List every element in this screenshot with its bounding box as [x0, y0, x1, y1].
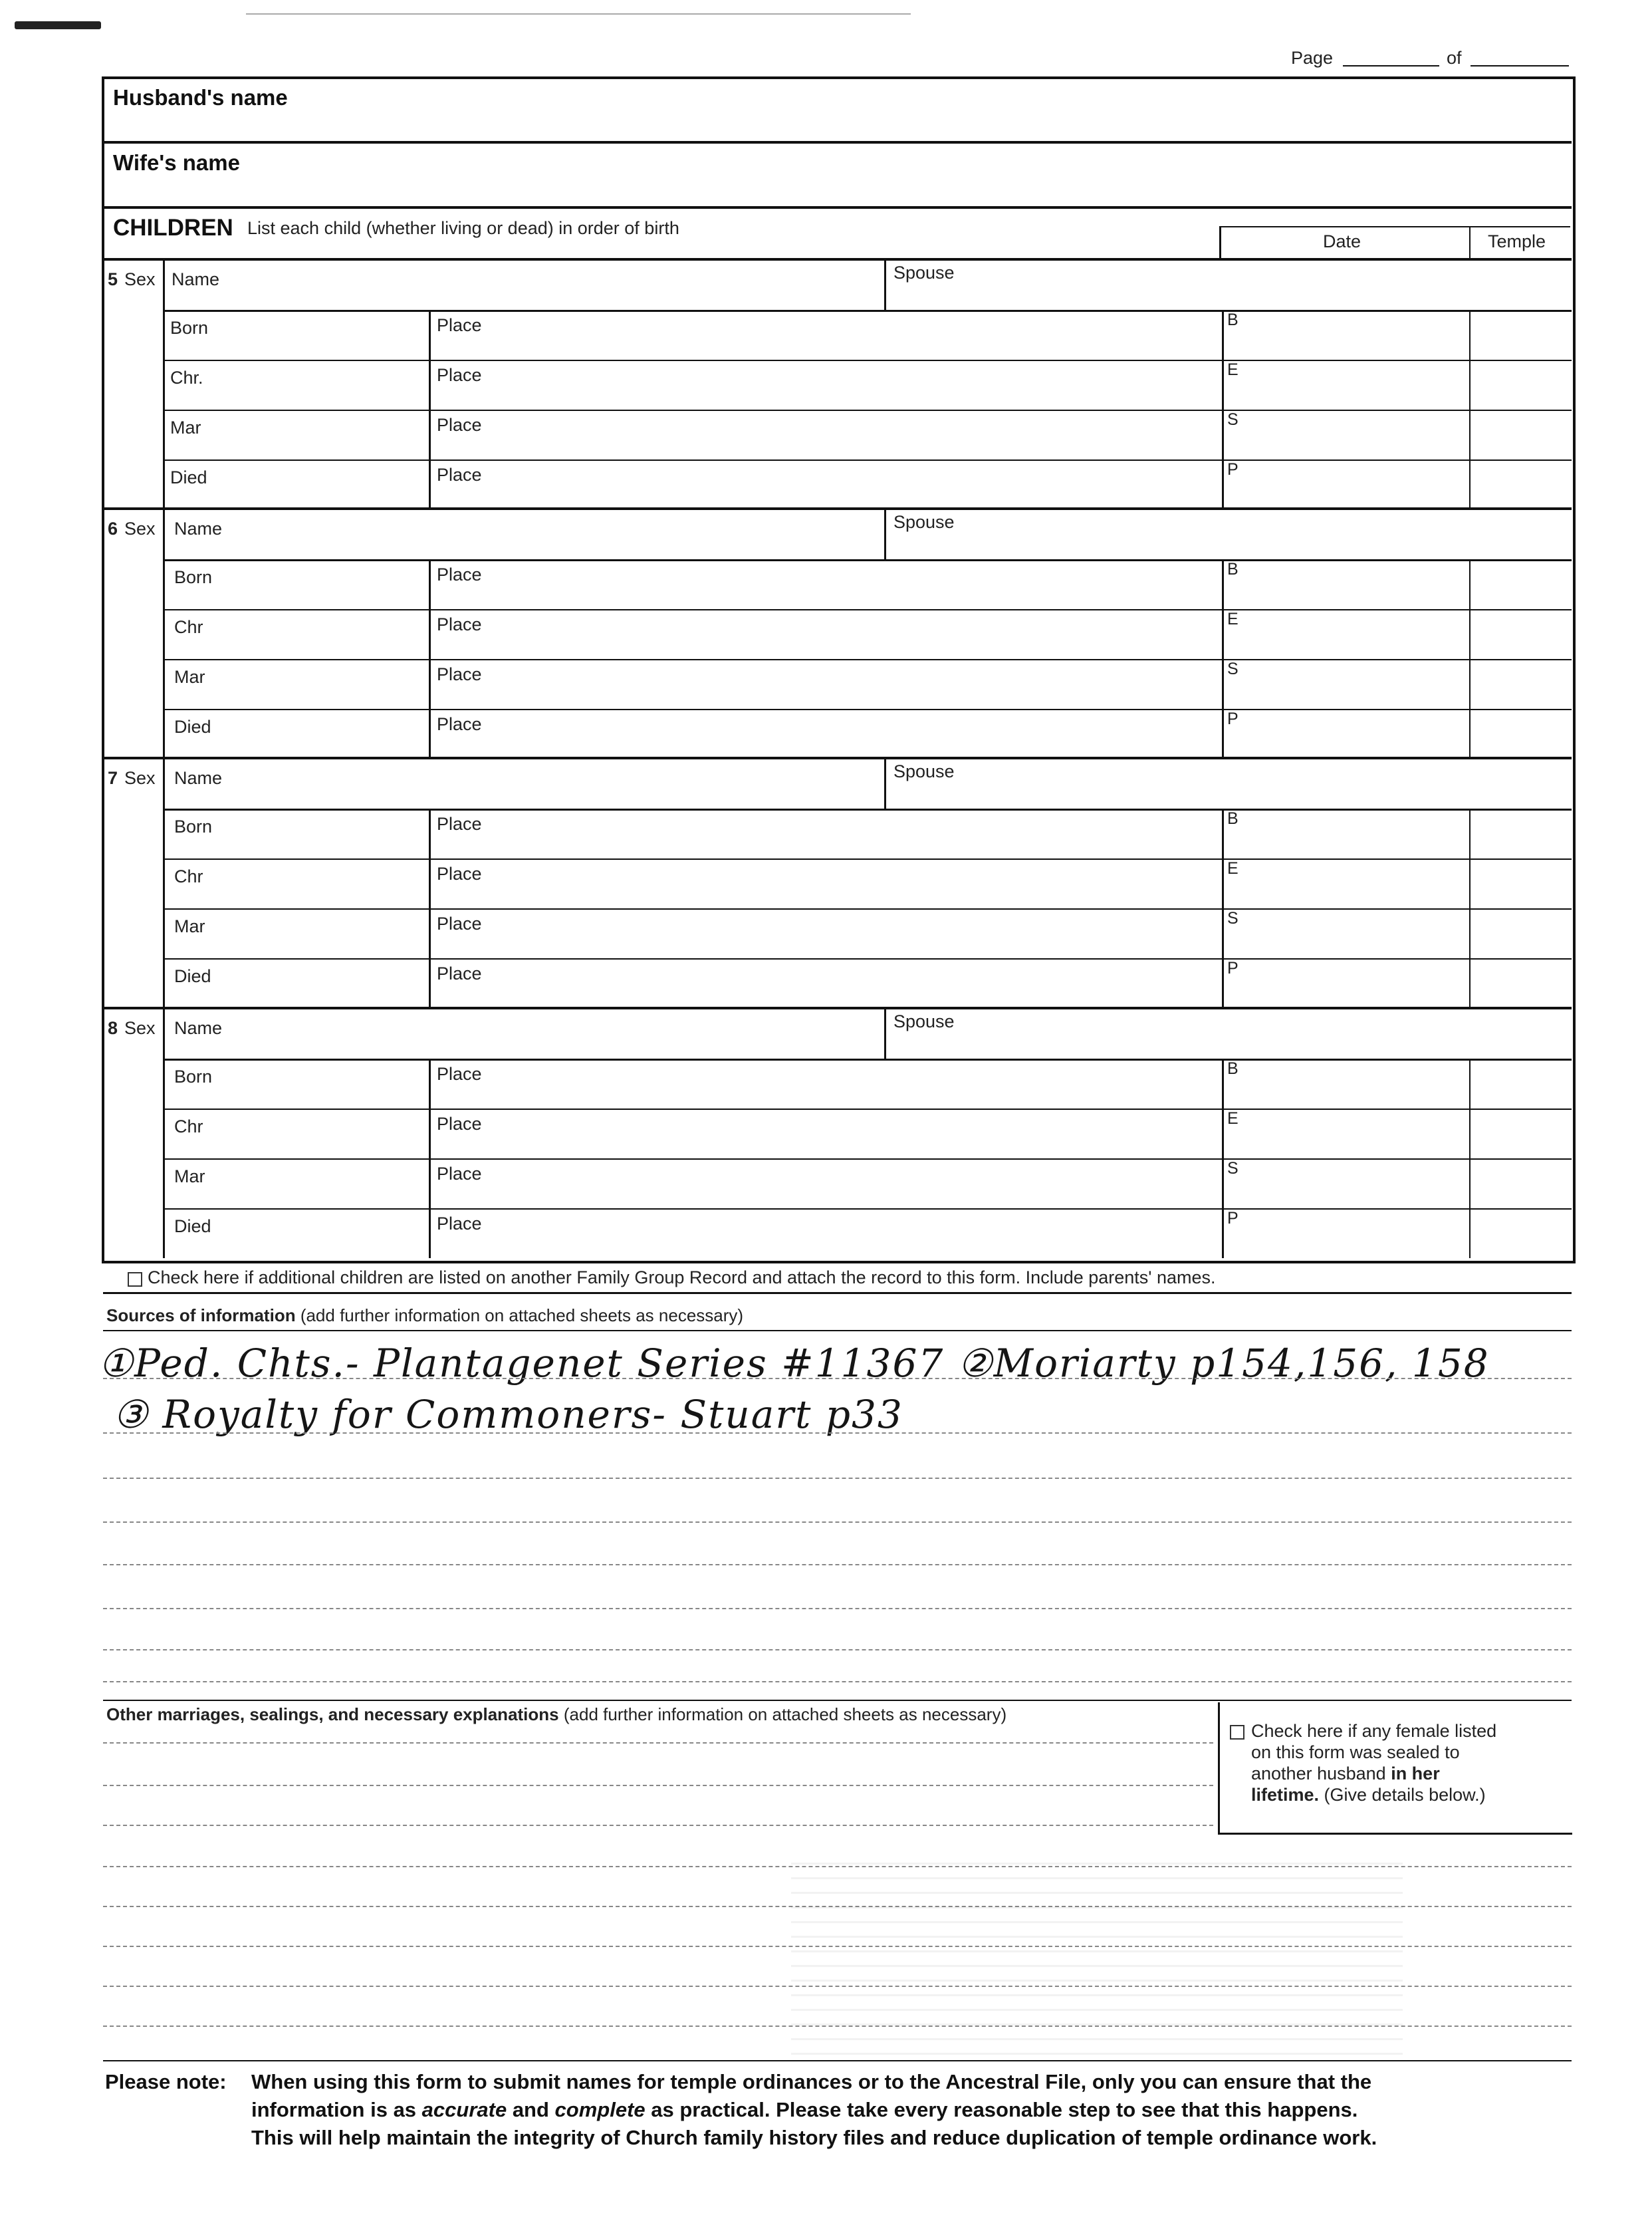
- date-column-header-left: [1219, 226, 1221, 258]
- sealed-check-line: on this form was sealed to: [1251, 1742, 1460, 1762]
- date-temple-divider: [1469, 310, 1471, 507]
- event-place-divider: [429, 809, 431, 1007]
- event-row-bottom: [163, 709, 1572, 710]
- event-label[interactable]: Mar: [174, 667, 205, 687]
- name-spouse-divider: [884, 1007, 886, 1059]
- ordinance-code[interactable]: S: [1227, 909, 1239, 928]
- please-note-text: as practical. Please take every reasonable step to see that this happens.: [645, 2098, 1358, 2121]
- event-row-bottom: [163, 659, 1572, 660]
- ordinance-code[interactable]: S: [1227, 410, 1239, 429]
- place-label[interactable]: Place: [437, 1064, 482, 1084]
- name-row-bottom: [163, 559, 1572, 561]
- event-row-bottom: [163, 360, 1572, 361]
- ordinance-code[interactable]: B: [1227, 560, 1239, 579]
- child-number-column-divider: [163, 1007, 165, 1258]
- place-label[interactable]: Place: [437, 415, 482, 435]
- sealed-check-line: Check here if any female listed: [1251, 1721, 1497, 1741]
- place-label[interactable]: Place: [437, 964, 482, 983]
- child-sex-label[interactable]: Sex: [124, 519, 156, 539]
- temple-column-header: Temple: [1488, 231, 1546, 251]
- child-sex-label[interactable]: Sex: [124, 768, 156, 788]
- child-number: 8: [108, 1018, 118, 1038]
- name-spouse-divider: [884, 258, 886, 310]
- sources-label-rule: [103, 1330, 1572, 1331]
- place-label[interactable]: Place: [437, 664, 482, 684]
- sealed-check-line-part: in her: [1391, 1764, 1440, 1783]
- child-number-column-divider: [163, 258, 165, 507]
- marriage-writing-line[interactable]: [103, 1742, 1213, 1744]
- ordinance-code[interactable]: P: [1227, 460, 1239, 479]
- event-label[interactable]: Mar: [174, 1166, 205, 1186]
- place-label[interactable]: Place: [437, 565, 482, 585]
- event-label[interactable]: Died: [170, 467, 207, 487]
- event-label[interactable]: Born: [174, 817, 213, 837]
- ordinance-code[interactable]: B: [1227, 1059, 1239, 1078]
- please-note-text: and: [507, 2098, 555, 2121]
- place-label[interactable]: Place: [437, 714, 482, 734]
- sources-writing-line[interactable]: [103, 1608, 1572, 1609]
- ordinance-code[interactable]: P: [1227, 959, 1239, 978]
- temple-header-divider: [1469, 226, 1471, 258]
- child-spouse-label[interactable]: Spouse: [893, 1011, 955, 1031]
- marriage-writing-line[interactable]: [103, 1785, 1213, 1786]
- other-marriages-top-rule: [103, 1700, 1572, 1701]
- sources-writing-line[interactable]: [103, 1432, 1572, 1434]
- child-block-bottom: [103, 757, 1572, 759]
- child-number: 7: [108, 768, 118, 788]
- scan-line: [246, 13, 911, 15]
- sources-label: [106, 1305, 743, 1326]
- children-form-box: [102, 76, 1576, 1263]
- wife-children-divider: [103, 206, 1572, 209]
- child-number: 5: [108, 269, 118, 289]
- ordinance-code[interactable]: P: [1227, 1209, 1239, 1228]
- wife-name-label: Wife's name: [113, 150, 240, 175]
- name-row-bottom: [163, 310, 1572, 312]
- ordinance-code[interactable]: S: [1227, 660, 1239, 678]
- place-label[interactable]: Place: [437, 914, 482, 934]
- event-row-bottom: [163, 459, 1572, 461]
- sealed-check-line-part: another husband: [1251, 1764, 1386, 1783]
- page-total-line[interactable]: [1471, 65, 1569, 66]
- handwritten-source-line-2: ③ Royalty for Commoners- Stuart p33: [113, 1392, 903, 1437]
- please-note-line-3: This will help maintain the integrity of Church family history files and reduce duplication of temple ordinance work.: [251, 2126, 1377, 2149]
- child-number-column-divider: [163, 757, 165, 1007]
- event-row-bottom: [163, 958, 1572, 960]
- children-header-bottom: [103, 258, 1572, 261]
- event-row-bottom: [163, 1158, 1572, 1160]
- sources-label-bold: Sources of information: [106, 1305, 296, 1325]
- ordinance-code[interactable]: P: [1227, 710, 1239, 728]
- child-spouse-label[interactable]: Spouse: [893, 512, 955, 532]
- place-date-divider: [1222, 310, 1224, 507]
- place-label[interactable]: Place: [437, 1114, 482, 1134]
- event-label[interactable]: Mar: [170, 418, 201, 438]
- child-spouse-label[interactable]: Spouse: [893, 761, 955, 781]
- please-note-line-1: When using this form to submit names for temple ordinances or to the Ancestral File, only you can ensure that the: [251, 2070, 1372, 2093]
- child-spouse-label[interactable]: Spouse: [893, 263, 955, 283]
- event-label[interactable]: Chr.: [170, 368, 203, 388]
- bleed-through-area: [791, 1855, 1403, 2055]
- please-note-text: information is as: [251, 2098, 422, 2121]
- child-block-bottom: [103, 507, 1572, 510]
- children-title: CHILDREN: [113, 215, 233, 241]
- ordinance-code[interactable]: B: [1227, 311, 1239, 329]
- ordinance-code[interactable]: B: [1227, 809, 1239, 828]
- marriage-writing-line[interactable]: [103, 1825, 1213, 1826]
- child-name-label[interactable]: Name: [174, 1018, 223, 1038]
- sealed-check-line: [1251, 1763, 1496, 1784]
- name-row-bottom: [163, 1059, 1572, 1061]
- child-name-label[interactable]: Name: [172, 269, 220, 289]
- event-place-divider: [429, 310, 431, 507]
- please-note-top-rule: [103, 2060, 1572, 2061]
- sources-writing-line[interactable]: [103, 1564, 1572, 1565]
- other-marriages-label: [106, 1704, 1006, 1725]
- place-label[interactable]: Place: [437, 1164, 482, 1184]
- place-date-divider: [1222, 809, 1224, 1007]
- event-label[interactable]: Born: [170, 318, 209, 338]
- event-row-bottom: [163, 609, 1572, 610]
- event-label[interactable]: Mar: [174, 916, 205, 936]
- ordinance-code[interactable]: E: [1227, 859, 1239, 878]
- child-number-column-divider: [163, 507, 165, 757]
- date-temple-divider: [1469, 809, 1471, 1007]
- event-label[interactable]: Chr: [174, 866, 203, 886]
- sealed-check-line-part: (Give details below.): [1324, 1785, 1486, 1805]
- sealed-female-checkbox[interactable]: [1230, 1725, 1244, 1740]
- sources-writing-line[interactable]: [103, 1521, 1572, 1523]
- ordinance-code[interactable]: S: [1227, 1159, 1239, 1178]
- ordinance-code[interactable]: E: [1227, 1109, 1239, 1128]
- event-label[interactable]: Died: [174, 966, 211, 986]
- event-row-bottom: [163, 1208, 1572, 1210]
- sealed-check-line-part: lifetime.: [1251, 1785, 1320, 1805]
- please-note-emphasis: accurate: [421, 2098, 507, 2121]
- children-instruction: List each child (whether living or dead) in order of birth: [247, 218, 679, 238]
- place-label[interactable]: Place: [437, 365, 482, 385]
- name-row-bottom: [163, 809, 1572, 811]
- wife-name-field[interactable]: [104, 144, 1570, 205]
- event-row-bottom: [163, 1109, 1572, 1110]
- child-sex-label[interactable]: Sex: [124, 269, 156, 289]
- handwritten-source-line-1: ①Ped. Chts.- Plantagenet Series #11367 ②Moriarty p154,156, 158: [98, 1341, 1490, 1386]
- husband-name-field[interactable]: [104, 79, 1570, 141]
- of-label: of: [1447, 48, 1462, 68]
- additional-children-text: Check here if additional children are listed on another Family Group Record and attach the record to this form. Include parents' names.: [148, 1267, 1216, 1287]
- child-block-bottom: [103, 1007, 1572, 1009]
- event-row-bottom: [163, 858, 1572, 860]
- other-marriages-label-bold: Other marriages, sealings, and necessary explanations: [106, 1704, 559, 1724]
- sources-writing-line[interactable]: [103, 1649, 1572, 1650]
- event-place-divider: [429, 559, 431, 757]
- sources-writing-line[interactable]: [103, 1681, 1572, 1682]
- place-label[interactable]: Place: [437, 465, 482, 485]
- please-note-emphasis: complete: [554, 2098, 646, 2121]
- event-label[interactable]: Chr: [174, 1116, 203, 1136]
- sealed-check-line: [1251, 1784, 1496, 1805]
- scan-mark: [15, 21, 101, 29]
- place-label[interactable]: Place: [437, 1214, 482, 1234]
- event-label[interactable]: Born: [174, 567, 213, 587]
- event-label[interactable]: Chr: [174, 617, 203, 637]
- event-label[interactable]: Died: [174, 717, 211, 737]
- page-number-line[interactable]: [1343, 65, 1439, 66]
- event-label[interactable]: Died: [174, 1216, 211, 1236]
- page-label: Page: [1291, 48, 1334, 68]
- please-note-label: Please note:: [105, 2070, 227, 2093]
- date-column-header: Date: [1323, 231, 1361, 251]
- name-spouse-divider: [884, 757, 886, 809]
- please-note-line-2: [251, 2098, 1357, 2122]
- place-label[interactable]: Place: [437, 614, 482, 634]
- sources-top-rule: [103, 1292, 1572, 1294]
- ordinance-code[interactable]: E: [1227, 360, 1239, 379]
- date-temple-divider: [1469, 559, 1471, 757]
- child-name-label[interactable]: Name: [174, 519, 223, 539]
- child-name-label[interactable]: Name: [174, 768, 223, 788]
- date-header-top: [1219, 226, 1570, 227]
- child-number: 6: [108, 519, 118, 539]
- event-row-bottom: [163, 410, 1572, 411]
- child-sex-label[interactable]: Sex: [124, 1018, 156, 1038]
- place-label[interactable]: Place: [437, 864, 482, 884]
- place-label[interactable]: Place: [437, 315, 482, 335]
- place-date-divider: [1222, 559, 1224, 757]
- name-spouse-divider: [884, 507, 886, 559]
- other-marriages-label-rest: (add further information on attached sheets as necessary): [563, 1704, 1007, 1724]
- sealed-check-text: [1251, 1720, 1496, 1805]
- sources-writing-line[interactable]: [103, 1378, 1572, 1379]
- place-label[interactable]: Place: [437, 814, 482, 834]
- ordinance-code[interactable]: E: [1227, 610, 1239, 628]
- event-label[interactable]: Born: [174, 1067, 213, 1087]
- event-row-bottom: [163, 908, 1572, 910]
- additional-children-checkbox[interactable]: [128, 1272, 142, 1287]
- husband-name-label: Husband's name: [113, 85, 288, 110]
- sources-writing-line[interactable]: [103, 1478, 1572, 1479]
- sources-label-rest: (add further information on attached sheets as necessary): [300, 1305, 744, 1325]
